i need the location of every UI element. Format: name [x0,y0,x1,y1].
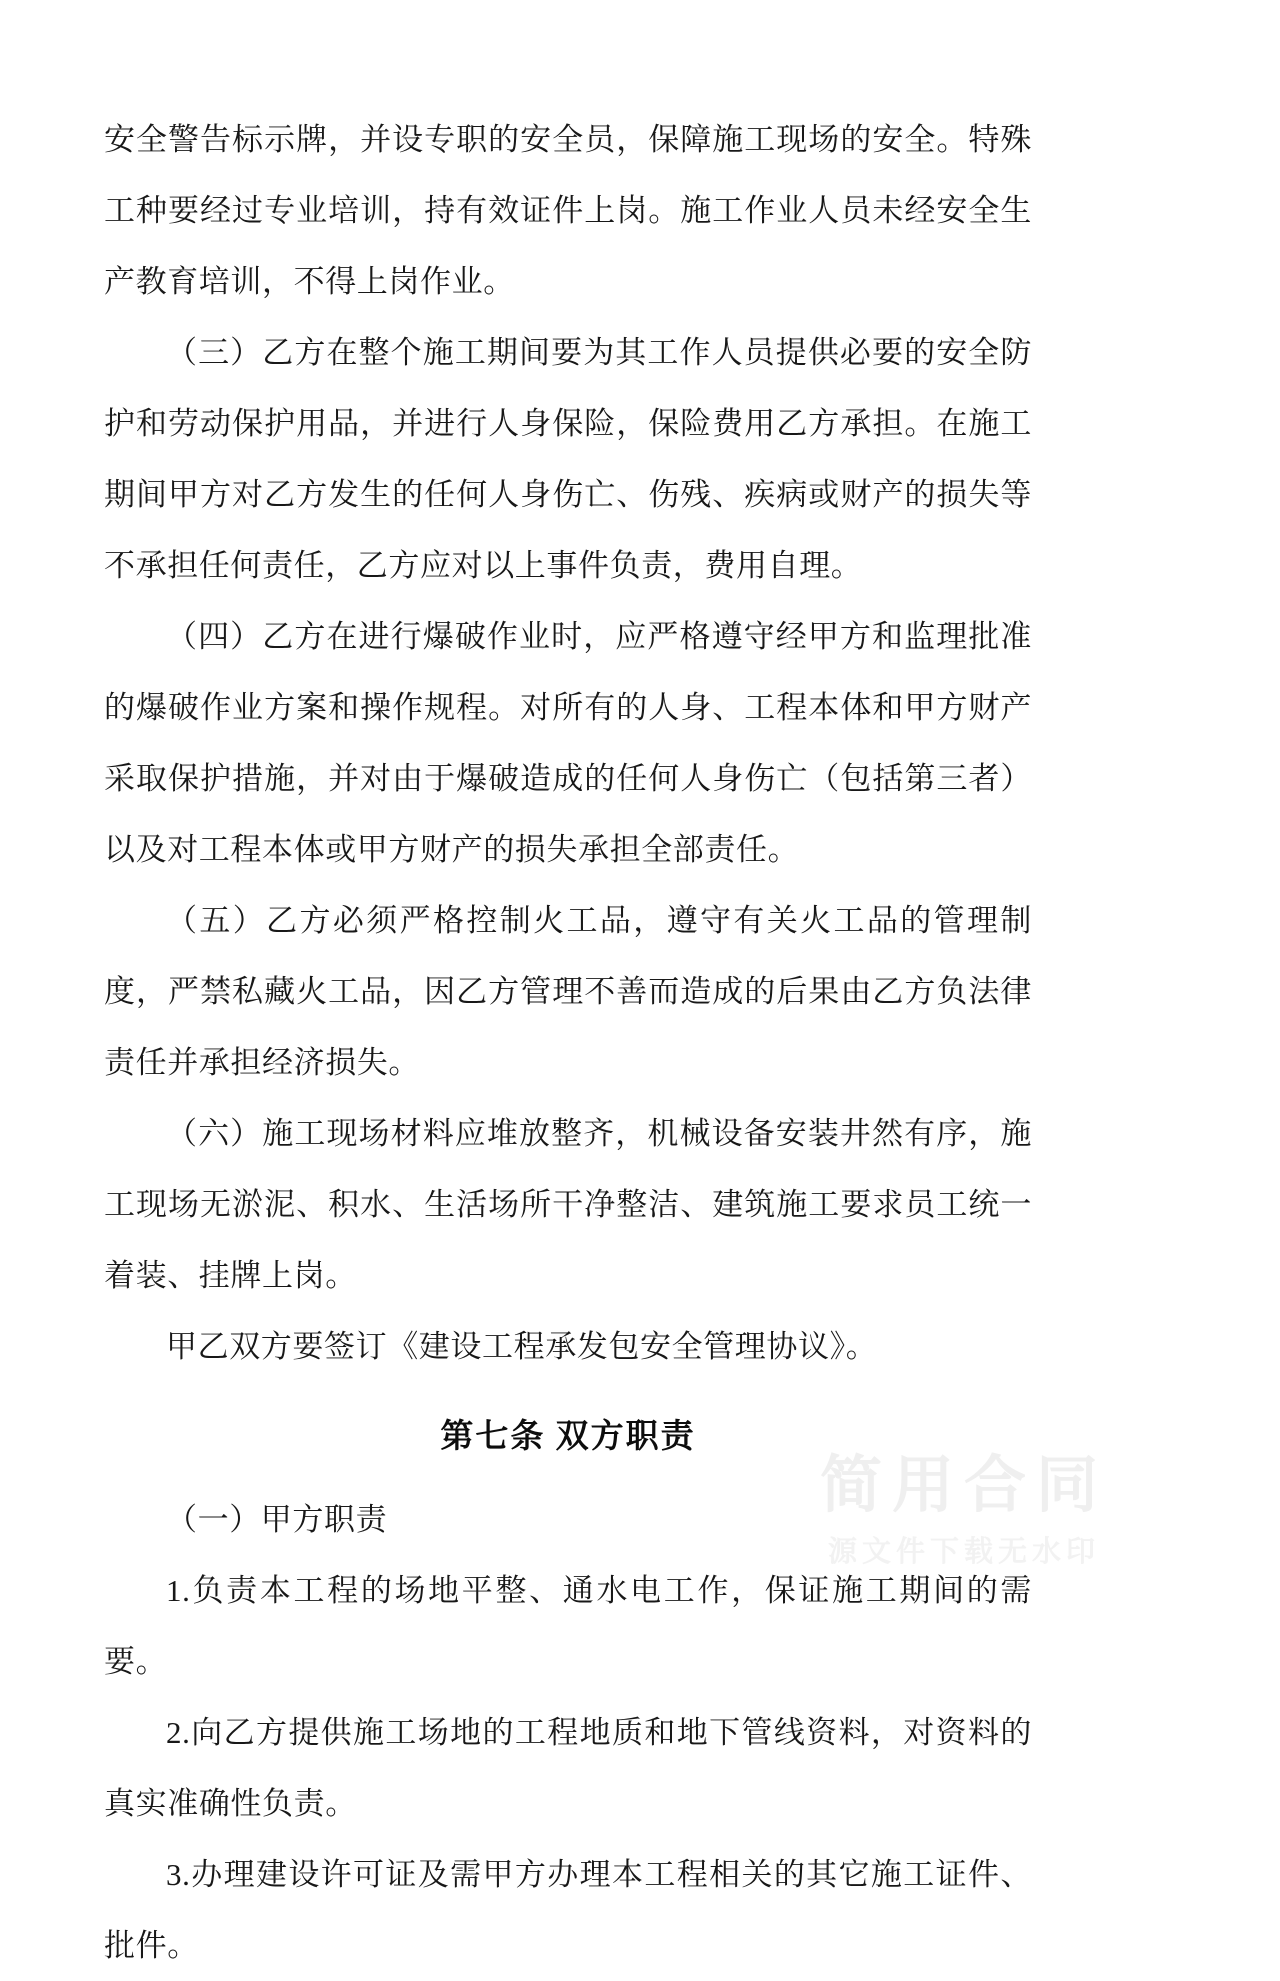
paragraph-agreement-signing: 甲乙双方要签订《建设工程承发包安全管理协议》。 [166,1329,878,1364]
paragraph-continuation-safety-signage: 安全警告标示牌，并设专职的安全员，保障施工现场的安全。特殊工种要经过专业培训，持有效证件上岗。施工作业人员未经安全生产教育培训，不得上岗作业。 [104,122,1032,299]
paragraph-item-4: （四）乙方在进行爆破作业时，应严格遵守经甲方和监理批准的爆破作业方案和操作规程。对所有的人身、工程本体和甲方财产采取保护措施，并对由于爆破造成的任何人身伤亡（包括第三者）以及对工程本体或甲方财产的损失承担全部责任。 [104,619,1032,867]
paragraph-item-3: （三）乙方在整个施工期间要为其工作人员提供必要的安全防护和劳动保护用品，并进行人身保险，保险费用乙方承担。在施工期间甲方对乙方发生的任何人身伤亡、伤残、疾病或财产的损失等不承担任何责任，乙方应对以上事件负责，费用自理。 [104,335,1032,583]
watermark-brand-text: 简用合同 [819,1447,1108,1521]
paragraph-duty-2: 2.向乙方提供施工场地的工程地质和地下管线资料，对资料的真实准确性负责。 [104,1715,1032,1821]
paragraph-party-a-duties-label: （一）甲方职责 [166,1502,388,1537]
paragraph-duty-1: 1.负责本工程的场地平整、通水电工作，保证施工期间的需要。 [104,1573,1032,1679]
watermark-sub-text: 源文件下载无水印 [827,1534,1100,1568]
paragraph-item-5: （五）乙方必须严格控制火工品，遵守有关火工品的管理制度，严禁私藏火工品，因乙方管理不善而造成的后果由乙方负法律责任并承担经济损失。 [104,903,1032,1080]
document-body [104,104,1032,1981]
paragraph-item-6: （六）施工现场材料应堆放整齐，机械设备安装井然有序，施工现场无淤泥、积水、生活场所干净整洁、建筑施工要求员工统一着装、挂牌上岗。 [104,1116,1032,1293]
paragraph-duty-3: 3.办理建设许可证及需甲方办理本工程相关的其它施工证件、批件。 [104,1857,1032,1963]
heading-article-seven: 第七条 双方职责 [440,1419,696,1455]
